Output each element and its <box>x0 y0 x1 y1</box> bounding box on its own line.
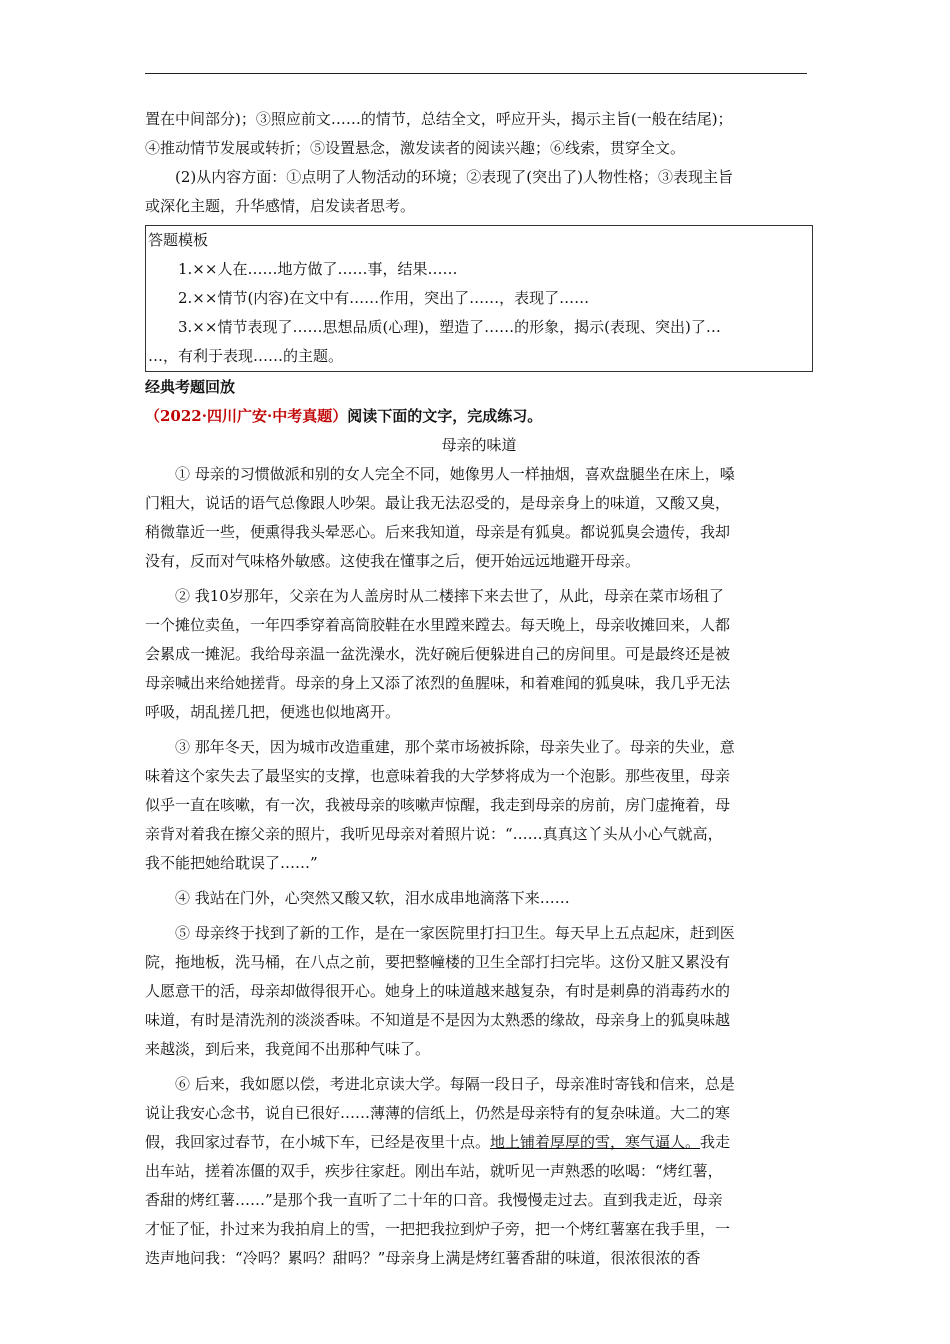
article-line: 香甜的烤红薯……”是那个我一直听了二十年的口音。我慢慢走过去。直到我走近，母亲 <box>145 1191 723 1209</box>
article-line: 说让我安心念书，说自已很好……薄薄的信纸上，仍然是母亲特有的复杂味道。大二的寒 <box>145 1104 731 1122</box>
document-body <box>145 105 813 1273</box>
exam-source: （2022·四川广安·中考真题） <box>145 407 348 425</box>
article-line: 才怔了怔，扑过来为我拍肩上的雪，一把把我拉到炉子旁，把一个烤红薯塞在我手里，一 <box>145 1220 731 1238</box>
article-line: ③ 那年冬天，因为城市改造重建，那个菜市场被拆除，母亲失业了。母亲的失业，意 <box>175 738 735 756</box>
body-line: (2)从内容方面：①点明了人物活动的环境；②表现了(突出了)人物性格；③表现主旨 <box>175 168 733 186</box>
template-item: 1.××人在……地方做了……事，结果…… <box>178 260 458 278</box>
text-span: 我走 <box>700 1133 731 1151</box>
body-line: 或深化主题，升华感情，启发读者思考。 <box>145 197 416 215</box>
article-line: 会累成一摊泥。我给母亲温一盆洗澡水，洗好碗后便躲进自己的房间里。可是最终还是被 <box>145 645 731 663</box>
answer-template-box <box>145 225 813 372</box>
article-line: 稍微靠近一些，便熏得我头晕恶心。后来我知道，母亲是有狐臭。都说狐臭会遗传，我却 <box>145 523 731 541</box>
article-line: 我不能把她给耽误了……” <box>145 854 318 872</box>
box-title: 答题模板 <box>148 231 209 249</box>
article-line <box>145 1128 813 1157</box>
underlined-sentence: 地上铺着厚厚的雪，寒气逼人。 <box>490 1133 701 1151</box>
header-rule <box>145 73 807 74</box>
article-line: 没有，反而对气味格外敏感。这使我在懂事之后，便开始远远地避开母亲。 <box>145 552 641 570</box>
article-title: 母亲的味道 <box>441 436 517 454</box>
article-line: 院，拖地板，洗马桶，在八点之前，要把整幢楼的卫生全部打扫完毕。这份又脏又累没有 <box>145 953 731 971</box>
exam-instruction: 阅读下面的文字，完成练习。 <box>347 407 543 425</box>
template-item: 3.××情节表现了……思想品质(心理)，塑造了……的形象，揭示(表现、突出)了… <box>178 318 721 336</box>
article-line: 一个摊位卖鱼，一年四季穿着高筒胶鞋在水里蹚来蹚去。每天晚上，母亲收摊回来，人都 <box>145 616 731 634</box>
article-line: 呼吸，胡乱搓几把，便逃也似地离开。 <box>145 703 401 721</box>
article-line: 门粗大，说话的语气总像跟人吵架。最让我无法忍受的，是母亲身上的味道，又酸又臭， <box>145 494 731 512</box>
body-line: 置在中间部分)；③照应前文……的情节，总结全文，呼应开头，揭示主旨(一般在结尾)； <box>145 110 733 128</box>
article-line: 出车站，搓着冻僵的双手，疾步往家赶。刚出车站，就听见一声熟悉的吆喝：“烤红薯， <box>145 1162 723 1180</box>
article-line: 味道，有时是清洗剂的淡淡香味。不知道是不是因为太熟悉的缘故，母亲身上的狐臭味越 <box>145 1011 731 1029</box>
section-heading: 经典考题回放 <box>145 378 236 396</box>
text-span: 假，我回家过春节，在小城下车，已经是夜里十点。 <box>145 1133 491 1151</box>
article-line: ② 我10岁那年，父亲在为人盖房时从二楼摔下来去世了，从此，母亲在菜市场租了 <box>175 587 724 605</box>
template-item: …，有利于表现……的主题。 <box>148 347 344 365</box>
article-line: 味着这个家失去了最坚实的支撑，也意味着我的大学梦将成为一个泡影。那些夜里，母亲 <box>145 767 731 785</box>
exam-header <box>145 402 813 431</box>
body-line: ④推动情节发展或转折；⑤设置悬念，激发读者的阅读兴趣；⑥线索，贯穿全文。 <box>145 139 686 157</box>
article-line: 来越淡，到后来，我竟闻不出那种气味了。 <box>145 1040 431 1058</box>
article-line: 似乎一直在咳嗽，有一次，我被母亲的咳嗽声惊醒，我走到母亲的房前，房门虚掩着，母 <box>145 796 731 814</box>
article-line: ⑥ 后来，我如愿以偿，考进北京读大学。每隔一段日子，母亲准时寄钱和信来，总是 <box>175 1075 735 1093</box>
template-item: 2.××情节(内容)在文中有……作用，突出了……，表现了…… <box>178 289 590 307</box>
article-line: 人愿意干的活，母亲却做得很开心。她身上的味道越来越复杂，有时是刺鼻的消毒药水的 <box>145 982 731 1000</box>
article-line: 母亲喊出来给她搓背。母亲的身上又添了浓烈的鱼腥味，和着难闻的狐臭味，我几乎无法 <box>145 674 731 692</box>
article-line: ④ 我站在门外，心突然又酸又软，泪水成串地滴落下来…… <box>175 889 570 907</box>
article-line: ⑤ 母亲终于找到了新的工作，是在一家医院里打扫卫生。每天早上五点起床，赶到医 <box>175 924 735 942</box>
article-line: 迭声地问我：“冷吗？累吗？甜吗？”母亲身上满是烤红薯香甜的味道，很浓很浓的香 <box>145 1249 701 1267</box>
article-line: 亲背对着我在擦父亲的照片，我听见母亲对着照片说：“……真真这丫头从小心气就高， <box>145 825 723 843</box>
article-line: ① 母亲的习惯做派和别的女人完全不同，她像男人一样抽烟，喜欢盘腿坐在床上，嗓 <box>175 465 735 483</box>
